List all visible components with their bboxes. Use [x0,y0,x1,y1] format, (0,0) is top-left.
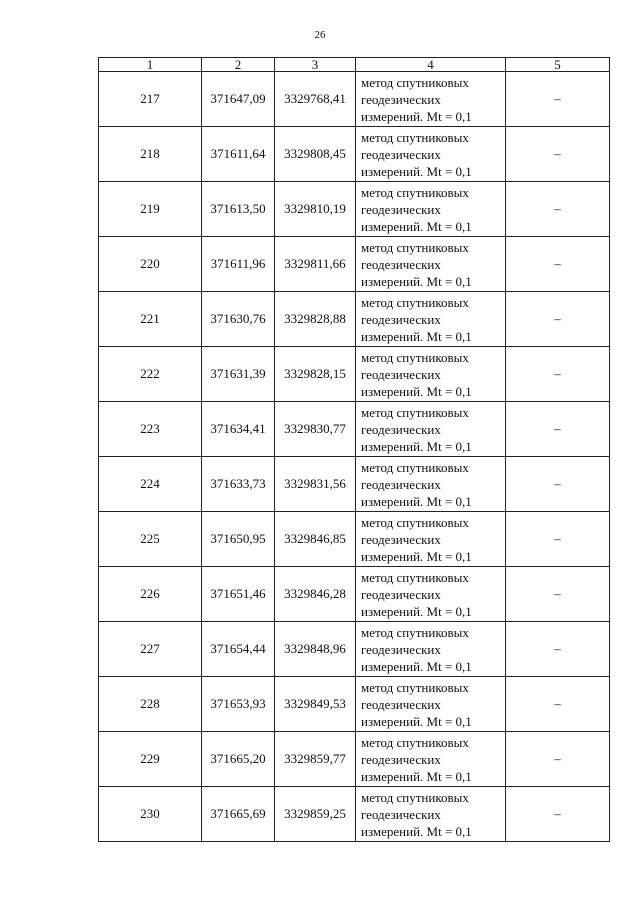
method-cell [356,457,506,512]
coordinates-table [98,57,610,842]
method-cell [356,402,506,457]
method-text-line: измерений. Mt = 0,1 [361,768,472,784]
y-coordinate-cell: 3329811,66 [275,237,356,292]
y-coordinate-cell: 3329846,85 [275,512,356,567]
point-number-cell: 228 [99,677,202,732]
method-text-line: измерений. Mt = 0,1 [361,493,472,509]
point-number-cell: 224 [99,457,202,512]
y-coordinate-cell: 3329831,56 [275,457,356,512]
table-row [99,182,610,237]
note-cell: – [506,457,610,512]
table-row [99,127,610,182]
y-coordinate-cell: 3329768,41 [275,72,356,127]
method-cell [356,567,506,622]
point-number-cell: 223 [99,402,202,457]
method-text-line: геодезических [361,256,441,272]
method-cell [356,182,506,237]
method-text-line: метод спутниковых [361,459,469,475]
method-text-line: метод спутниковых [361,514,469,530]
y-coordinate-cell: 3329808,45 [275,127,356,182]
x-coordinate-cell: 371630,76 [202,292,275,347]
method-text-line: измерений. Mt = 0,1 [361,438,472,454]
method-text-line: геодезических [361,641,441,657]
method-text-line: геодезических [361,201,441,217]
point-number-cell: 230 [99,787,202,842]
x-coordinate-cell: 371654,44 [202,622,275,677]
point-number-cell: 229 [99,732,202,787]
table-row [99,292,610,347]
method-text-line: измерений. Mt = 0,1 [361,713,472,729]
method-text-line: геодезических [361,311,441,327]
method-text-line: метод спутниковых [361,569,469,585]
method-cell [356,72,506,127]
table-header [99,58,610,72]
y-coordinate-cell: 3329846,28 [275,567,356,622]
x-coordinate-cell: 371651,46 [202,567,275,622]
method-text-line: метод спутниковых [361,184,469,200]
method-text-line: измерений. Mt = 0,1 [361,218,472,234]
point-number-cell: 218 [99,127,202,182]
method-text-line: измерений. Mt = 0,1 [361,108,472,124]
note-cell: – [506,292,610,347]
x-coordinate-cell: 371611,64 [202,127,275,182]
method-text-line: геодезических [361,146,441,162]
x-coordinate-cell: 371665,69 [202,787,275,842]
note-cell: – [506,512,610,567]
y-coordinate-cell: 3329830,77 [275,402,356,457]
table-row [99,512,610,567]
header-cell-5: 5 [506,58,610,72]
point-number-cell: 219 [99,182,202,237]
method-text-line: метод спутниковых [361,734,469,750]
point-number-cell: 225 [99,512,202,567]
table-row [99,732,610,787]
x-coordinate-cell: 371633,73 [202,457,275,512]
table-row [99,237,610,292]
y-coordinate-cell: 3329810,19 [275,182,356,237]
method-cell [356,292,506,347]
table-row [99,72,610,127]
table-body [99,72,610,842]
note-cell: – [506,732,610,787]
note-cell: – [506,127,610,182]
note-cell: – [506,72,610,127]
x-coordinate-cell: 371634,41 [202,402,275,457]
table-row [99,457,610,512]
point-number-cell: 226 [99,567,202,622]
table-row [99,347,610,402]
header-row [99,58,610,72]
point-number-cell: 217 [99,72,202,127]
method-text-line: метод спутниковых [361,679,469,695]
table-row [99,402,610,457]
header-cell-4: 4 [356,58,506,72]
method-cell [356,347,506,402]
method-cell [356,237,506,292]
note-cell: – [506,182,610,237]
header-cell-2: 2 [202,58,275,72]
method-text-line: измерений. Mt = 0,1 [361,273,472,289]
point-number-cell: 220 [99,237,202,292]
point-number-cell: 227 [99,622,202,677]
table-row [99,677,610,732]
x-coordinate-cell: 371611,96 [202,237,275,292]
method-text-line: геодезических [361,531,441,547]
method-text-line: измерений. Mt = 0,1 [361,823,472,839]
table-row [99,567,610,622]
x-coordinate-cell: 371653,93 [202,677,275,732]
method-text-line: метод спутниковых [361,789,469,805]
x-coordinate-cell: 371613,50 [202,182,275,237]
method-cell [356,677,506,732]
x-coordinate-cell: 371650,95 [202,512,275,567]
y-coordinate-cell: 3329859,25 [275,787,356,842]
method-text-line: метод спутниковых [361,239,469,255]
method-text-line: метод спутниковых [361,624,469,640]
note-cell: – [506,677,610,732]
method-text-line: измерений. Mt = 0,1 [361,163,472,179]
table-row [99,622,610,677]
method-text-line: геодезических [361,476,441,492]
y-coordinate-cell: 3329848,96 [275,622,356,677]
method-text-line: метод спутниковых [361,129,469,145]
method-text-line: геодезических [361,421,441,437]
method-text-line: метод спутниковых [361,74,469,90]
method-cell [356,512,506,567]
method-text-line: метод спутниковых [361,404,469,420]
y-coordinate-cell: 3329849,53 [275,677,356,732]
method-text-line: геодезических [361,91,441,107]
method-text-line: геодезических [361,586,441,602]
x-coordinate-cell: 371665,20 [202,732,275,787]
method-cell [356,622,506,677]
method-text-line: метод спутниковых [361,294,469,310]
method-text-line: метод спутниковых [361,349,469,365]
note-cell: – [506,787,610,842]
note-cell: – [506,402,610,457]
header-cell-1: 1 [99,58,202,72]
method-text-line: геодезических [361,366,441,382]
method-text-line: измерений. Mt = 0,1 [361,603,472,619]
method-text-line: измерений. Mt = 0,1 [361,328,472,344]
method-cell [356,732,506,787]
note-cell: – [506,347,610,402]
method-text-line: геодезических [361,696,441,712]
method-text-line: геодезических [361,751,441,767]
page-number: 26 [314,29,326,41]
header-cell-3: 3 [275,58,356,72]
note-cell: – [506,237,610,292]
table-row [99,787,610,842]
point-number-cell: 222 [99,347,202,402]
method-text-line: измерений. Mt = 0,1 [361,658,472,674]
note-cell: – [506,567,610,622]
x-coordinate-cell: 371631,39 [202,347,275,402]
point-number-cell: 221 [99,292,202,347]
y-coordinate-cell: 3329828,88 [275,292,356,347]
method-cell [356,127,506,182]
method-text-line: геодезических [361,806,441,822]
method-text-line: измерений. Mt = 0,1 [361,548,472,564]
y-coordinate-cell: 3329828,15 [275,347,356,402]
method-cell [356,787,506,842]
x-coordinate-cell: 371647,09 [202,72,275,127]
method-text-line: измерений. Mt = 0,1 [361,383,472,399]
note-cell: – [506,622,610,677]
y-coordinate-cell: 3329859,77 [275,732,356,787]
